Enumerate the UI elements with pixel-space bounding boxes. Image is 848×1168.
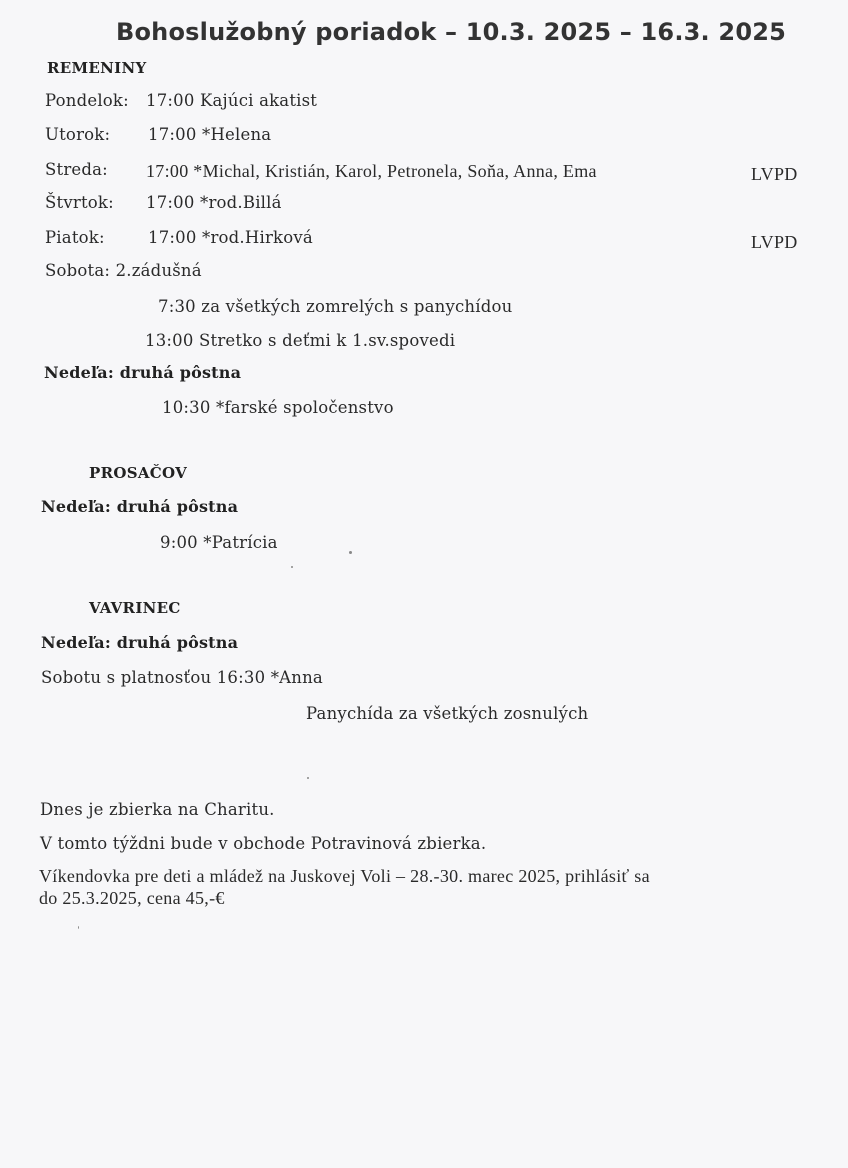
scan-speck bbox=[349, 551, 352, 554]
announcement-2: V tomto týždni bude v obchode Potravinová zbierka. bbox=[40, 834, 487, 853]
announcement-3a: Víkendovka pre deti a mládež na Juskovej Voli – 28.-30. marec 2025, prihlásiť sa bbox=[39, 866, 650, 886]
wednesday-text: 17:00 *Michal, Kristián, Karol, Petronela, Soňa, Anna, Ema bbox=[146, 161, 597, 181]
thursday-day: Štvrtok: bbox=[45, 193, 114, 212]
vavrinec-panychida: Panychída za všetkých zosnulých bbox=[306, 704, 589, 723]
vavrinec-saturday-text: Sobotu s platnosťou 16:30 *Anna bbox=[41, 668, 323, 687]
scan-speck bbox=[78, 926, 79, 929]
scan-speck bbox=[307, 777, 309, 779]
vavrinec-sunday-day: Nedeľa: druhá pôstna bbox=[41, 633, 239, 652]
friday-text: 17:00 *rod.Hirková bbox=[148, 228, 313, 247]
sunday-day: Nedeľa: druhá pôstna bbox=[44, 363, 242, 382]
section-heading-prosacov: PROSAČOV bbox=[89, 464, 188, 482]
monday-text: 17:00 Kajúci akatist bbox=[146, 91, 318, 110]
section-heading-remeniny: REMENINY bbox=[47, 59, 147, 77]
prosacov-sunday-day: Nedeľa: druhá pôstna bbox=[41, 497, 239, 516]
page-title: Bohoslužobný poriadok – 10.3. 2025 – 16.3. 2025 bbox=[116, 18, 787, 46]
saturday-item-2: 13:00 Stretko s deťmi k 1.sv.spovedi bbox=[145, 331, 456, 350]
wednesday-day: Streda: bbox=[45, 160, 108, 179]
thursday-text: 17:00 *rod.Billá bbox=[146, 193, 282, 212]
tuesday-text: 17:00 *Helena bbox=[148, 125, 272, 144]
scan-speck bbox=[291, 566, 293, 568]
saturday-item-1: 7:30 za všetkých zomrelých s panychídou bbox=[158, 297, 513, 316]
friday-day: Piatok: bbox=[45, 228, 105, 247]
wednesday-note: LVPD bbox=[751, 164, 798, 184]
monday-day: Pondelok: bbox=[45, 91, 129, 110]
tuesday-day: Utorok: bbox=[45, 125, 111, 144]
section-heading-vavrinec: VAVRINEC bbox=[89, 599, 181, 617]
friday-note: LVPD bbox=[751, 232, 798, 252]
announcement-1: Dnes je zbierka na Charitu. bbox=[40, 800, 275, 819]
announcement-3b: do 25.3.2025, cena 45,-€ bbox=[39, 888, 225, 908]
prosacov-sunday-item: 9:00 *Patrícia bbox=[160, 533, 278, 552]
saturday-day: Sobota: 2.zádušná bbox=[45, 261, 202, 280]
sunday-item: 10:30 *farské spoločenstvo bbox=[162, 398, 394, 417]
